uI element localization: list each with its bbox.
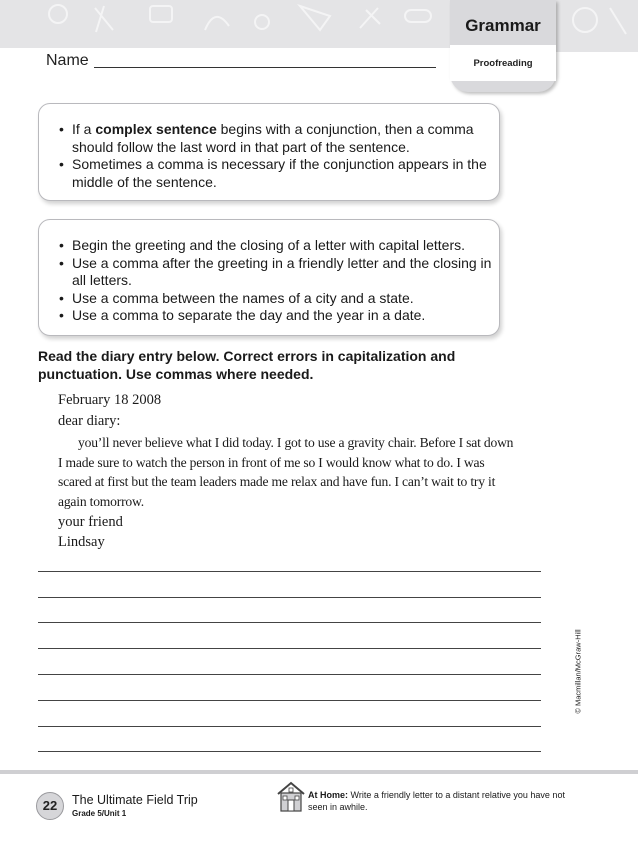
- rules-box-letters: [38, 219, 500, 336]
- answer-line[interactable]: [38, 648, 541, 649]
- rules-box-complex-sentences: [38, 103, 500, 201]
- answer-line[interactable]: [38, 726, 541, 727]
- tab-title: Grammar: [465, 16, 541, 35]
- rule-text: begins with a conjunction, then a comma should follow the last word in that part of the sentence.: [72, 121, 474, 155]
- name-label: Name: [46, 52, 89, 69]
- at-home-text: Write a friendly letter to a distant relative you have not seen in awhile.: [308, 790, 565, 812]
- rule-item: • Use a comma to separate the day and the year in a date.: [39, 307, 499, 325]
- at-home-label: At Home:: [308, 790, 348, 800]
- rule-item: • Use a comma between the names of a city and a state.: [39, 290, 499, 308]
- diary-body-text: you’ll never believe what I did today. I got to use a gravity chair. Before I sat down I made sure to watch the person in front of me so I would know what to do. I was scared at first but the team leaders made me relax and have fun. I can’t wait to try it again tomorrow.: [58, 435, 514, 509]
- name-write-line[interactable]: [94, 67, 436, 68]
- rule-item: • Sometimes a comma is necessary if the conjunction appears in the middle of the sentence.: [39, 156, 499, 191]
- diary-body: [58, 433, 518, 511]
- answer-line[interactable]: [38, 751, 541, 752]
- copyright-text: © Macmillan/McGraw-Hill: [573, 629, 583, 714]
- diary-signature: Lindsay: [58, 534, 105, 550]
- footer-divider: [0, 770, 638, 774]
- answer-line[interactable]: [38, 700, 541, 701]
- tab-subtitle: Proofreading: [473, 58, 533, 69]
- school-house-icon: [276, 780, 306, 814]
- rule-item: • Use a comma after the greeting in a friendly letter and the closing in all letters.: [39, 255, 499, 290]
- rule-text: If a: [72, 121, 96, 137]
- answer-line[interactable]: [38, 674, 541, 675]
- footer-grade: Grade 5/Unit 1: [72, 809, 127, 818]
- diary-greeting: dear diary:: [58, 413, 121, 429]
- footer-title: The Ultimate Field Trip: [72, 793, 198, 807]
- rule-item: • Begin the greeting and the closing of a letter with capital letters.: [39, 237, 499, 255]
- diary-date: February 18 2008: [58, 392, 162, 408]
- page-number-badge: 22: [36, 792, 64, 820]
- rule-item: [39, 121, 499, 156]
- answer-line[interactable]: [38, 571, 541, 572]
- at-home-note: [308, 789, 566, 813]
- answer-line[interactable]: [38, 622, 541, 623]
- section-tab: [450, 0, 556, 92]
- instructions: Read the diary entry below. Correct errors in capitalization and punctuation. Use commas where needed.: [38, 348, 456, 382]
- diary-closing: your friend: [58, 514, 123, 530]
- answer-line[interactable]: [38, 597, 541, 598]
- rule-bold-term: complex sentence: [95, 121, 217, 137]
